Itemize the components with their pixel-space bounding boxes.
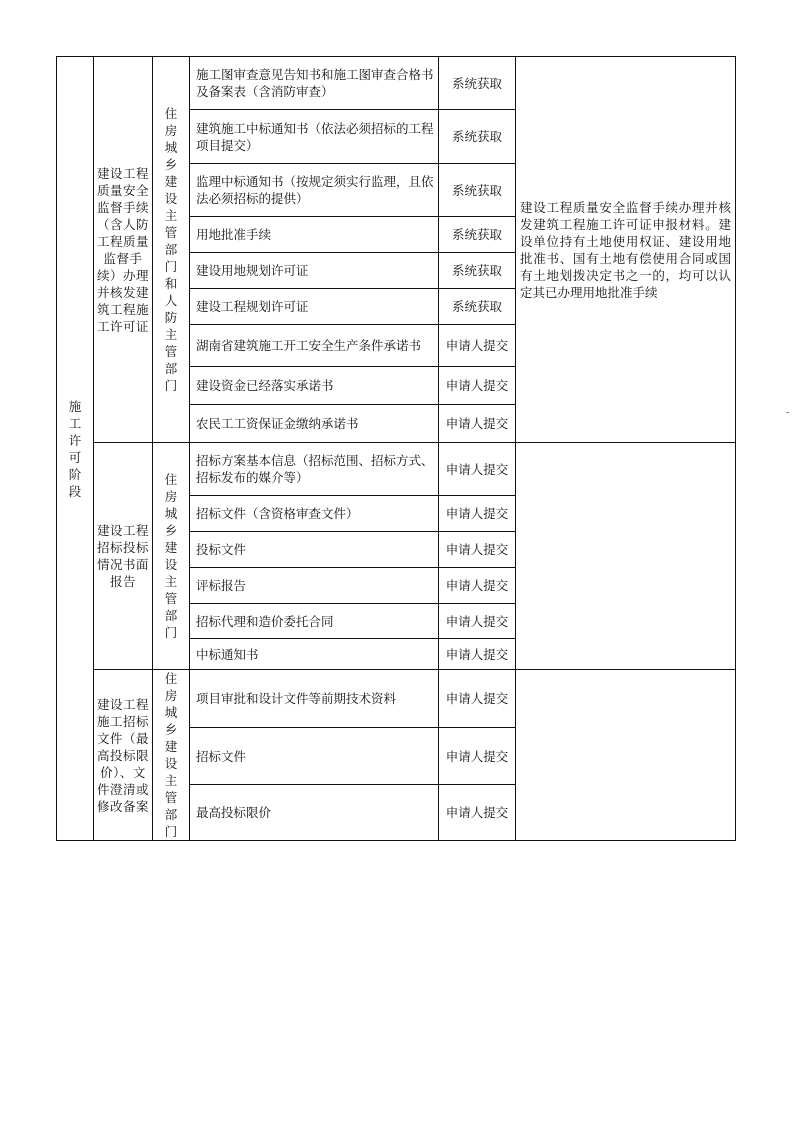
approval-materials-table xyxy=(56,56,736,841)
department-name: 住房城乡建设主管部门 xyxy=(164,671,178,839)
scan-speck xyxy=(786,412,789,413)
material-cell: 建设工程规划许可证 xyxy=(190,289,439,325)
material-cell: 招标方案基本信息（招标范围、招标方式、招标发布的媒介等） xyxy=(190,443,439,496)
source-cell: 申请人提交 xyxy=(439,367,516,405)
material-cell: 招标代理和造价委托合同 xyxy=(190,604,439,639)
item-cell xyxy=(94,57,153,443)
note-text: 建设工程质量安全监督手续办理并核发建筑工程施工许可证申报材料。建设单位持有土地使用权证、建设用地批准书、国有土地有偿使用合同或国有土地划拨决定书之一的，均可以认定其已办理用地批准手续 xyxy=(520,199,731,300)
dept-cell xyxy=(153,443,190,670)
source-cell: 申请人提交 xyxy=(439,568,516,604)
source-cell: 申请人提交 xyxy=(439,532,516,568)
item-name: 建设工程施工招标文件（最高投标限价）、文件澄清或修改备案 xyxy=(97,696,150,814)
source-cell: 申请人提交 xyxy=(439,785,516,841)
material-cell: 建筑施工中标通知书（依法必须招标的工程项目提交） xyxy=(190,110,439,164)
source-cell: 系统获取 xyxy=(439,110,516,164)
table-row xyxy=(57,57,736,110)
source-cell: 申请人提交 xyxy=(439,604,516,639)
item-name: 建设工程招标投标情况书面报告 xyxy=(97,523,150,589)
source-cell: 系统获取 xyxy=(439,217,516,253)
dept-cell xyxy=(153,57,190,443)
material-cell: 项目审批和设计文件等前期技术资料 xyxy=(190,670,439,728)
material-cell: 建设用地规划许可证 xyxy=(190,253,439,289)
material-cell: 中标通知书 xyxy=(190,639,439,670)
source-cell: 申请人提交 xyxy=(439,405,516,443)
material-cell: 招标文件（含资格审查文件） xyxy=(190,496,439,532)
department-name: 住房城乡建设主管部门 xyxy=(164,472,178,640)
material-cell: 建设资金已经落实承诺书 xyxy=(190,367,439,405)
material-cell: 湖南省建筑施工开工安全生产条件承诺书 xyxy=(190,325,439,367)
note-cell xyxy=(516,57,736,443)
stage-label: 施工许可阶段 xyxy=(68,398,82,499)
item-cell xyxy=(94,670,153,841)
material-cell: 评标报告 xyxy=(190,568,439,604)
item-cell xyxy=(94,443,153,670)
dept-cell xyxy=(153,670,190,841)
material-cell: 监理中标通知书（按规定须实行监理，且依法必须招标的提供） xyxy=(190,164,439,217)
stage-cell xyxy=(57,57,94,841)
item-name: 建设工程质量安全监督手续（含人防工程质量监督手续）办理并核发建筑工程施工许可证 xyxy=(97,165,150,334)
note-cell xyxy=(516,443,736,670)
source-cell: 申请人提交 xyxy=(439,639,516,670)
table-row xyxy=(57,443,736,496)
table-row xyxy=(57,670,736,728)
source-cell: 申请人提交 xyxy=(439,325,516,367)
department-name: 住房城乡建设主管部门和人防主管部门 xyxy=(164,106,178,393)
material-cell: 投标文件 xyxy=(190,532,439,568)
source-cell: 系统获取 xyxy=(439,57,516,110)
source-cell: 申请人提交 xyxy=(439,670,516,728)
source-cell: 系统获取 xyxy=(439,289,516,325)
source-cell: 系统获取 xyxy=(439,253,516,289)
material-cell: 最高投标限价 xyxy=(190,785,439,841)
source-cell: 申请人提交 xyxy=(439,727,516,785)
note-cell xyxy=(516,670,736,841)
material-cell: 用地批准手续 xyxy=(190,217,439,253)
material-cell: 招标文件 xyxy=(190,727,439,785)
material-cell: 施工图审查意见告知书和施工图审查合格书及备案表（含消防审查） xyxy=(190,57,439,110)
source-cell: 申请人提交 xyxy=(439,496,516,532)
material-cell: 农民工工资保证金缴纳承诺书 xyxy=(190,405,439,443)
source-cell: 申请人提交 xyxy=(439,443,516,496)
source-cell: 系统获取 xyxy=(439,164,516,217)
